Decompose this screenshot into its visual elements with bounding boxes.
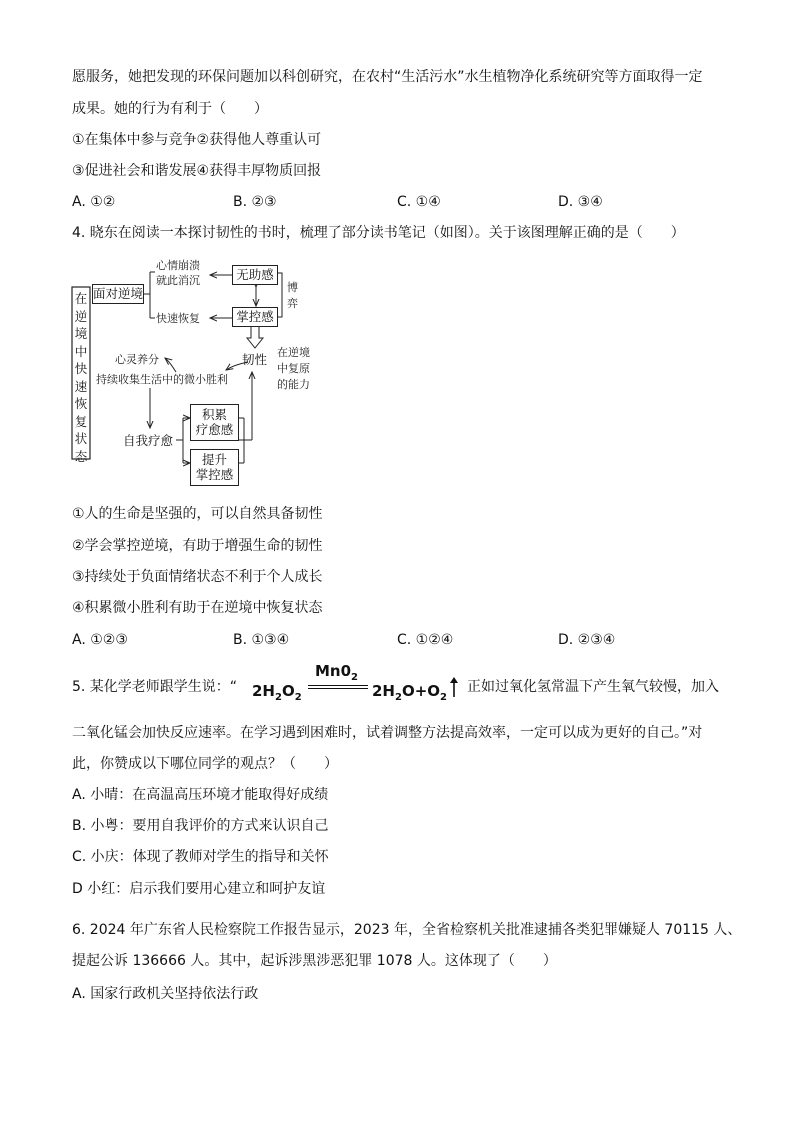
- improve-line-2: 掌控感: [195, 467, 234, 482]
- chemical-equation: [252, 664, 464, 708]
- resilience-label: 韧性: [242, 352, 268, 367]
- q3-statement-1: ①在集体中参与竞争②获得他人尊重认可: [72, 132, 322, 148]
- products: $2H_2O+O_2$: [372, 682, 448, 703]
- diagram-vertical-title: 在逆境中快速恢复状态: [74, 291, 88, 464]
- nourish-text: 心灵养分: [115, 353, 159, 366]
- q6-option-a: A. 国家行政机关坚持依法行政: [72, 986, 259, 1002]
- q6-stem-line-2: 提起公诉 136666 人。其中，起诉涉黑涉恶犯罪 1078 人。这体现了（ ）: [72, 953, 557, 969]
- q4-option-a: A. ①②③: [72, 632, 128, 648]
- improve-line-1: 提升: [201, 452, 227, 467]
- q5-option-a: A. 小晴：在高温高压环境才能取得好成绩: [72, 787, 329, 803]
- game-text-2: 弈: [287, 297, 298, 310]
- ability-text-3: 的能力: [277, 378, 310, 391]
- q3-stem-line-1: 愿服务，她把发现的环保问题加以科创研究，在农村“生活污水”水生植物净化系统研究等方面取得一定: [72, 69, 703, 85]
- q5-stem-line-2: 二氧化锰会加快反应速率。在学习遇到困难时，试着调整方法提高效率，一定可以成为更好的自己。”对: [72, 725, 703, 741]
- improve-box: [190, 449, 239, 486]
- q3-option-d: D. ③④: [558, 194, 603, 210]
- catalyst: $Mn0_2$: [315, 662, 359, 683]
- q3-option-b: B. ②③: [233, 194, 277, 210]
- q3-option-a: A. ①②: [72, 194, 116, 210]
- equation-line-bottom: [308, 688, 368, 689]
- q4-statement-1: ①人的生命是坚强的，可以自然具备韧性: [72, 506, 323, 522]
- helpless-box: 无助感: [232, 265, 278, 285]
- breakdown-text-1: 心情崩溃: [156, 259, 200, 272]
- q6-stem-line-1: 6. 2024 年广东省人民检察院工作报告显示，2023 年，全省检察机关批准逮捕各类犯罪嫌疑人 70115 人、: [72, 922, 742, 938]
- game-text-1: 博: [287, 281, 298, 294]
- accumulate-line-1: 积累: [201, 407, 227, 422]
- self-heal-label: 自我疗愈: [123, 433, 174, 448]
- accumulate-box: [190, 404, 239, 441]
- ability-text-2: 中复原: [277, 362, 310, 375]
- q4-stem: 4. 晓东在阅读一本探讨韧性的书时，梳理了部分读书笔记（如图）。关于该图理解正确的是（ ）: [72, 225, 685, 241]
- gas-arrow-up-icon: [449, 676, 459, 698]
- q5-stem-prefix: 5. 某化学老师跟学生说：“: [72, 679, 238, 695]
- small-wins-text: 持续收集生活中的微小胜利: [96, 373, 228, 386]
- q4-option-d: D. ②③④: [558, 632, 616, 648]
- control-box: 掌控感: [232, 307, 278, 327]
- accumulate-line-2: 疗愈感: [195, 422, 234, 437]
- reactant: $2H_2O_2$: [252, 682, 302, 703]
- q4-statement-4: ④积累微小胜利有助于在逆境中恢复状态: [72, 600, 323, 616]
- q3-statement-2: ③促进社会和谐发展④获得丰厚物质回报: [72, 163, 322, 179]
- face-adversity-box: 面对逆境: [92, 284, 144, 304]
- q5-stem-line-3: 此，你赞成以下哪位同学的观点？（ ）: [72, 756, 338, 772]
- q3-option-c: C. ①④: [397, 194, 441, 210]
- q5-option-c: C. 小庆：体现了教师对学生的指导和关怀: [72, 849, 329, 865]
- q5-stem-suffix: 正如过氧化氢常温下产生氧气较慢，加入: [467, 679, 719, 695]
- q5-option-d: D 小红：启示我们要用心建立和呵护友谊: [72, 881, 326, 897]
- q5-option-b: B. 小粤：要用自我评价的方式来认识自己: [72, 818, 329, 834]
- q4-option-c: C. ①②④: [397, 632, 454, 648]
- equation-line-top: [308, 685, 368, 686]
- recover-fast-text: 快速恢复: [156, 312, 200, 325]
- breakdown-text-2: 就此消沉: [156, 274, 200, 287]
- q4-statement-3: ③持续处于负面情绪状态不利于个人成长: [72, 569, 323, 585]
- q4-option-b: B. ①③④: [233, 632, 290, 648]
- q3-stem-line-2: 成果。她的行为有利于（ ）: [72, 101, 268, 117]
- ability-text-1: 在逆境: [277, 346, 310, 359]
- q4-statement-2: ②学会掌控逆境，有助于增强生命的韧性: [72, 538, 323, 554]
